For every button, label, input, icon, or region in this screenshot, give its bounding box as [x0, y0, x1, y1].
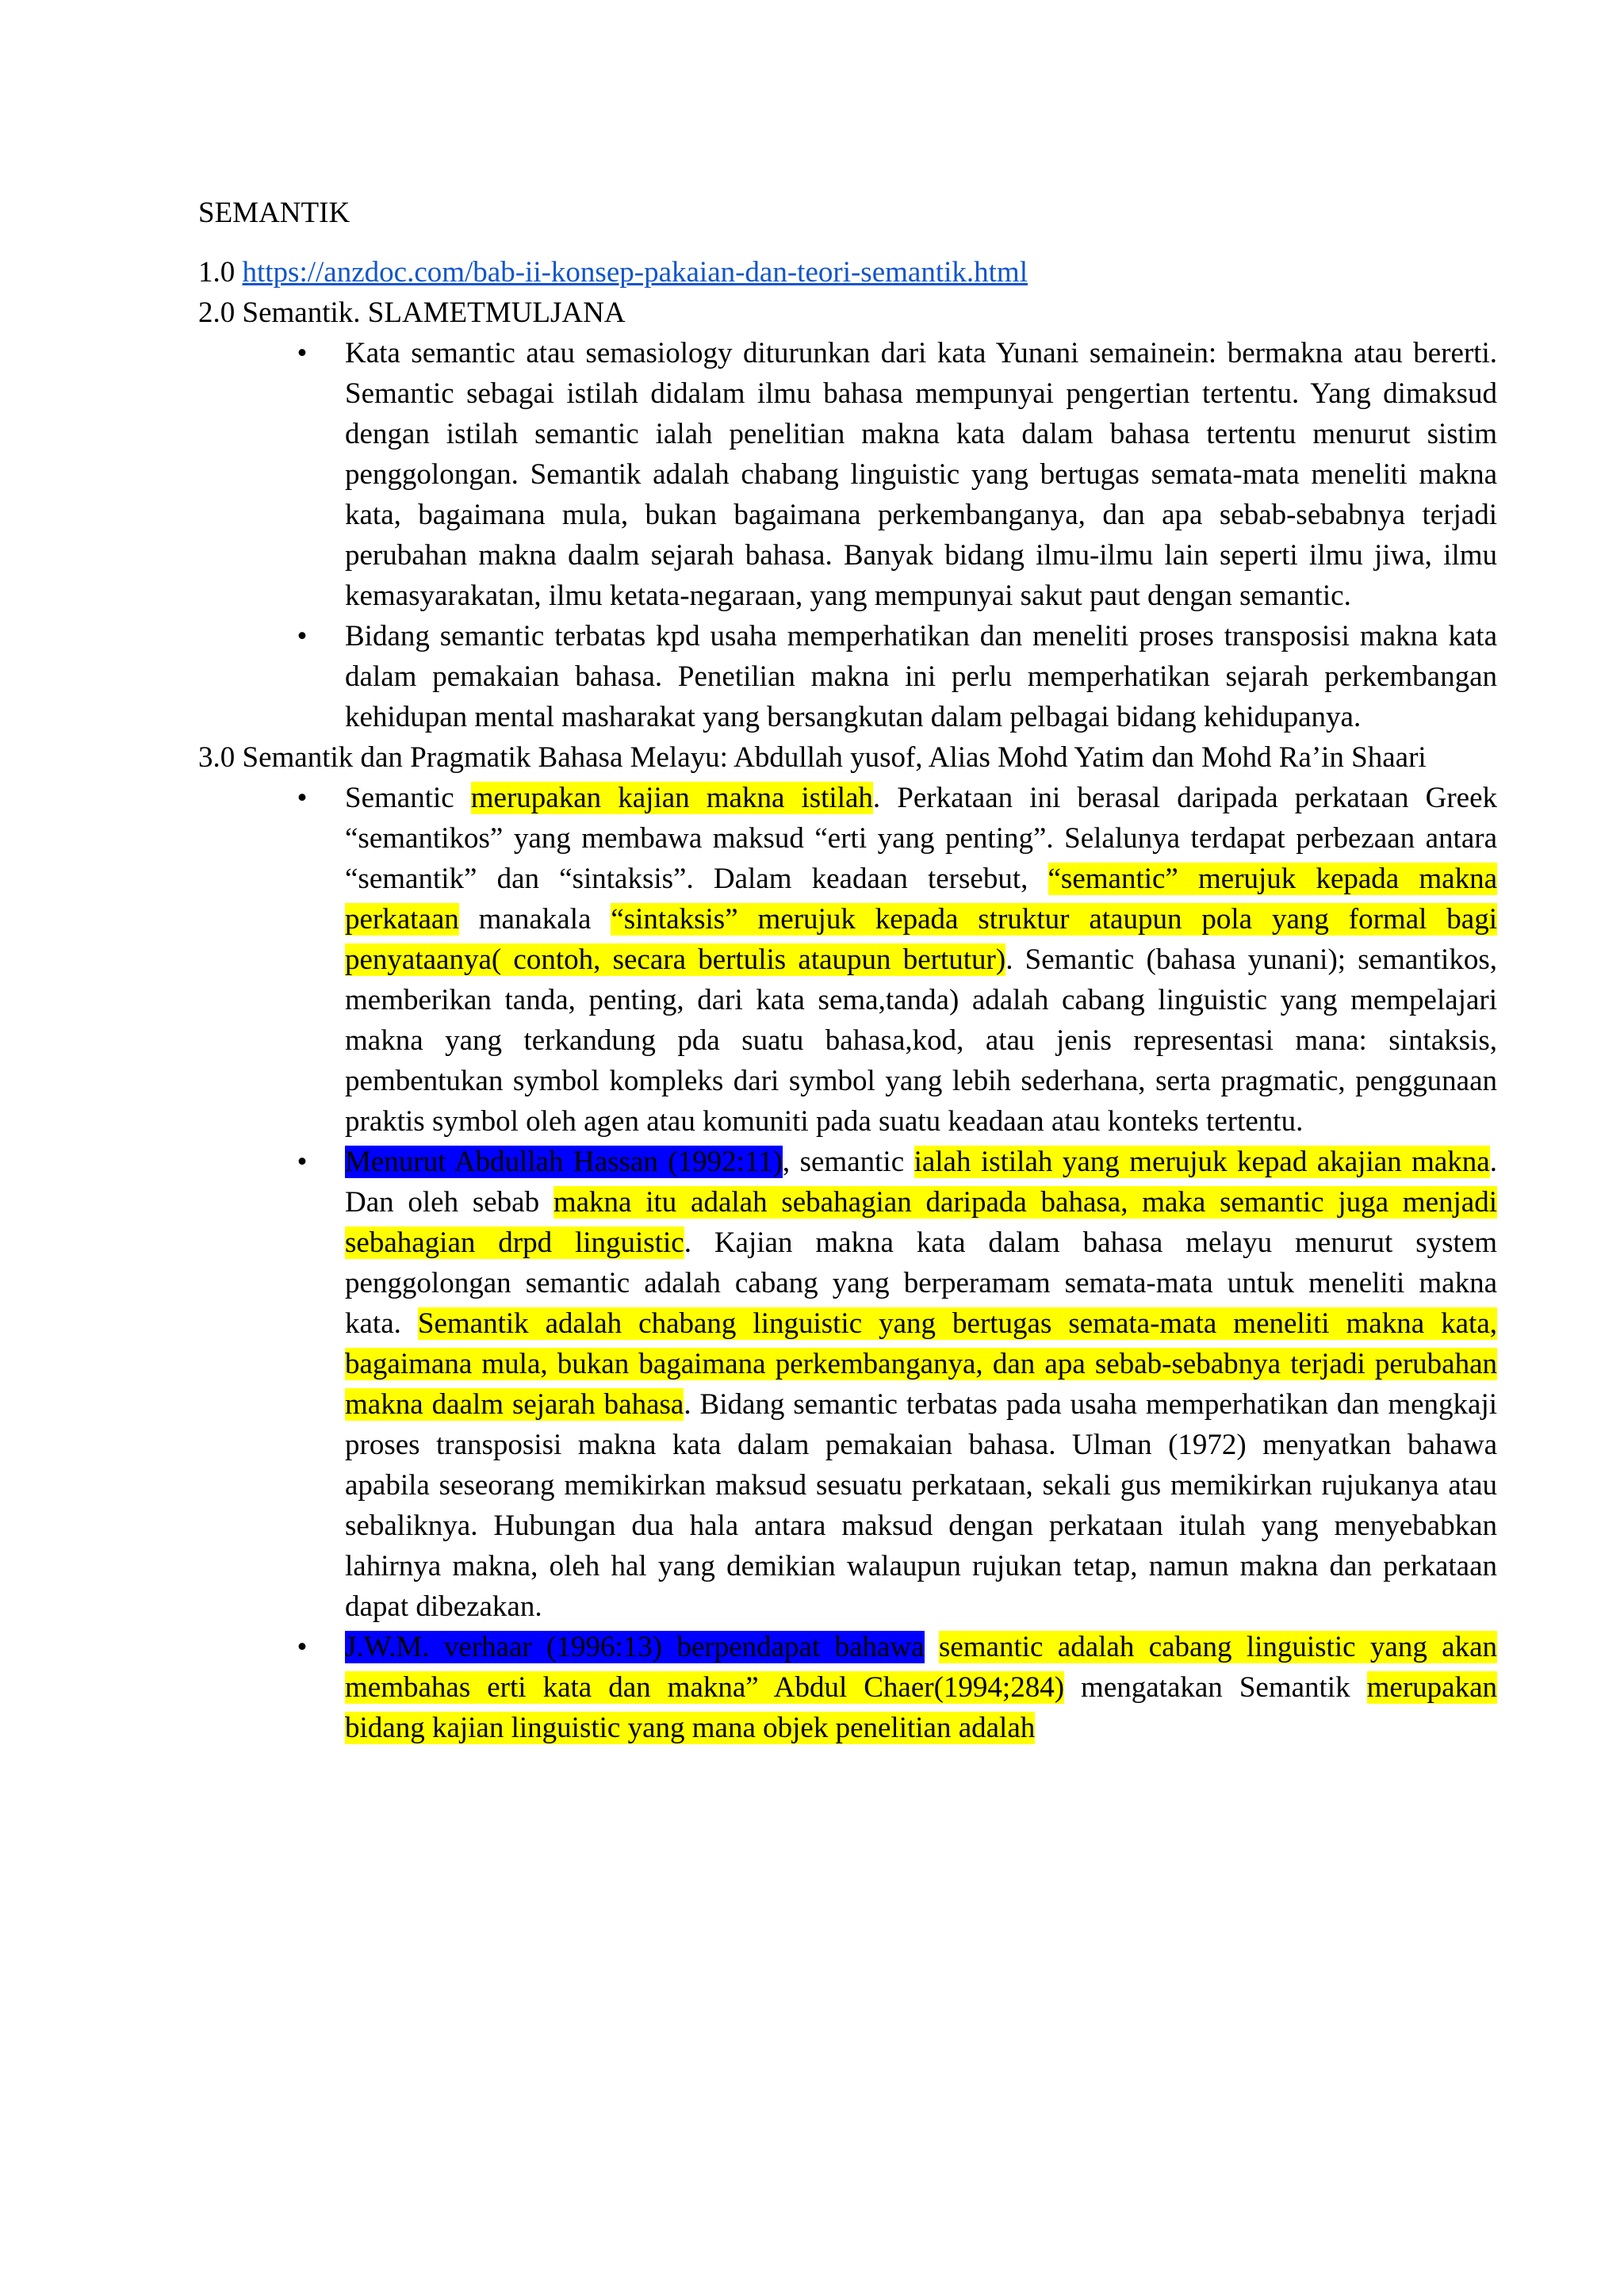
- bullet-paragraph: [345, 616, 1497, 737]
- section-2-heading: [198, 293, 1497, 333]
- text-run: mengatakan Semantik: [1064, 1671, 1367, 1704]
- yellow-highlight: semantic adalah cabang linguistic yang akan membahas erti kata dan makna” Abdul Chaer(1994;284): [345, 1631, 1498, 1704]
- bullet-paragraph: [345, 1627, 1497, 1748]
- section-2-title: Semantik. SLAMETMULJANA: [242, 297, 626, 329]
- yellow-highlight: Semantik adalah chabang linguistic yang bertugas semata-mata meneliti makna kata, bagaimana mula, bukan bagaimana perkembanganya, dan apa sebab-sebabnya terjadi perubahan makna daalm sejarah bahasa: [345, 1307, 1498, 1421]
- bullet-icon: •: [297, 620, 308, 652]
- list-item: [297, 1142, 1498, 1627]
- section-2-number: 2.0: [198, 297, 236, 329]
- text-run: manakala: [458, 903, 611, 936]
- text-run: Kata semantic atau semasiology diturunkan dari kata Yunani semainein: bermakna atau bererti. Semantic sebagai istilah didalam ilmu bahasa mempunyai pengertian tertentu. Yang dimaksud dengan istilah semantic ialah penelitian makna kata dalam bahasa tertentu menurut sistim penggolongan. Semantik adalah chabang linguistic yang bertugas semata-mata meneliti makna kata, bagaimana mula, bukan bagaimana perkembanganya, dan apa sebab-sebabnya terjadi perubahan makna daalm sejarah bahasa. Banyak bidang ilmu-ilmu lain seperti ilmu jiwa, ilmu kemasyarakatan, ilmu ketata-negaraan, yang mempunyai sakut paut dengan semantic.: [345, 337, 1497, 612]
- section-1: [198, 252, 1497, 293]
- text-run: [925, 1631, 939, 1663]
- bullet-icon: •: [297, 782, 308, 814]
- bullet-paragraph: [345, 1142, 1497, 1627]
- section-2-bullets: [198, 333, 1497, 737]
- list-item: [297, 1627, 1498, 1748]
- text-run: , semantic: [782, 1146, 914, 1178]
- text-run: Bidang semantic terbatas kpd usaha memperhatikan dan meneliti proses transposisi makna kata dalam pemakaian bahasa. Penetilian makna ini perlu memperhatikan sejarah perkembangan kehidupan mental masharakat yang bersangkutan dalam pelbagai bidang kehidupanya.: [345, 620, 1497, 733]
- list-item: [297, 616, 1497, 737]
- blue-highlight: J.W.M. verhaar (1996:13) berpendapat bahawa: [345, 1631, 925, 1663]
- text-run: . Dan oleh sebab: [345, 1146, 1497, 1219]
- bullet-icon: •: [297, 337, 308, 369]
- yellow-highlight: merupakan bidang kajian linguistic yang mana objek penelitian adalah: [345, 1671, 1497, 1744]
- source-link[interactable]: https://anzdoc.com/bab-ii-konsep-pakaian-dan-teori-semantik.html: [242, 256, 1028, 289]
- yellow-highlight: “semantic” merujuk kepada makna perkataan: [345, 863, 1497, 936]
- bullet-icon: •: [297, 1631, 308, 1663]
- section-3-title: Semantik dan Pragmatik Bahasa Melayu: Abdullah yusof, Alias Mohd Yatim dan Mohd Ra’in Shaari: [242, 741, 1427, 774]
- text-run: . Bidang semantic terbatas pada usaha memperhatikan dan mengkaji proses transposisi makna kata dalam pemakaian bahasa. Ulman (1972) menyatkan bahawa apabila seseorang memikirkan maksud sesuatu perkataan, sekali gus memikirkan rujukanya atau sebaliknya. Hubungan dua hala antara maksud dengan perkataan itulah yang menyebabkan lahirnya makna, oleh hal yang demikian walaupun rujukan tetap, namun makna dan perkataan dapat dibezakan.: [345, 1388, 1497, 1623]
- list-item: [297, 778, 1497, 1142]
- section-3-bullets: [198, 778, 1497, 1748]
- bullet-paragraph: [345, 333, 1497, 616]
- text-run: Semantic: [345, 782, 471, 814]
- text-run: . Semantic (bahasa yunani); semantikos, memberikan tanda, penting, dari kata sema,tanda) adalah cabang linguistic yang mempelajari makna yang terkandung pda suatu bahasa,kod, atau jenis representasi mana: sintaksis, pembentukan symbol kompleks dari symbol yang lebih sederhana, serta pragmatic, penggunaan praktis symbol oleh agen atau komuniti pada suatu keadaan atau konteks tertentu.: [345, 943, 1497, 1138]
- blue-highlight: Menurut Abdullah Hassan (1992:11): [345, 1146, 783, 1178]
- yellow-highlight: ialah istilah yang merujuk kepad akajian makna: [914, 1146, 1490, 1178]
- bullet-icon: •: [297, 1146, 308, 1178]
- text-run: . Kajian makna kata dalam bahasa melayu menurut system penggolongan semantic adalah cabang yang berperamam semata-mata untuk meneliti makna kata.: [345, 1226, 1497, 1340]
- section-3-heading: [198, 737, 1497, 778]
- yellow-highlight: “sintaksis” merujuk kepada struktur ataupun pola yang formal bagi penyataanya( contoh, secara bertulis ataupun bertutur): [345, 903, 1497, 976]
- text-run: . Perkataan ini berasal daripada perkataan Greek “semantikos” yang membawa maksud “erti yang penting”. Selalunya terdapat perbezaan antara “semantik” dan “sintaksis”. Dalam keadaan tersebut,: [345, 782, 1497, 895]
- yellow-highlight: makna itu adalah sebahagian daripada bahasa, maka semantic juga menjadi sebahagian drpd linguistic: [345, 1186, 1497, 1259]
- section-1-number: 1.0: [198, 256, 236, 289]
- bullet-paragraph: [345, 778, 1497, 1142]
- section-3-number: 3.0: [198, 741, 236, 774]
- page-title: SEMANTIK: [198, 197, 350, 229]
- yellow-highlight: merupakan kajian makna istilah: [470, 782, 873, 814]
- list-item: [297, 333, 1497, 616]
